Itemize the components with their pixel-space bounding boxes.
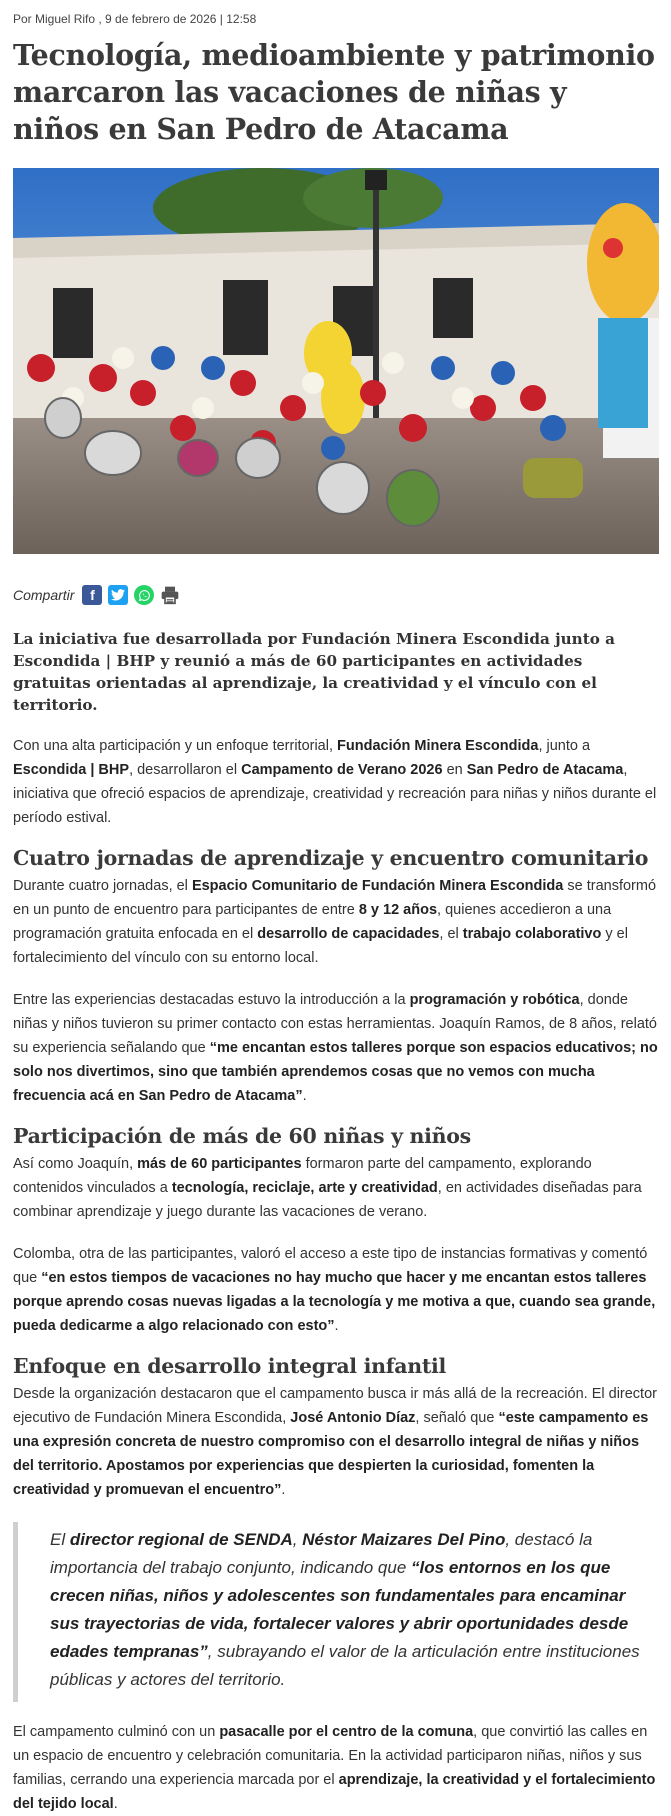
paragraph-7: El campamento culminó con un pasacalle por el centro de la comuna, que convirtió las calles en un espacio de encuentro y celebración comunitaria. En la actividad participaron niñas, niños y sus familias, cerrando una experiencia marcada por el aprendizaje, la creatividad y el fortalecimiento del tejido local. <box>13 1724 656 1812</box>
facebook-icon[interactable]: f <box>82 585 102 605</box>
section-heading-3: Enfoque en desarrollo integral infantil <box>13 1354 446 1378</box>
paragraph-1: Con una alta participación y un enfoque territorial, Fundación Minera Escondida, junto a Escondida | BHP, desarrollaron el Campamento de Verano 2026 en San Pedro de Atacama, iniciativa que ofreció espacios de aprendizaje, creatividad y recreación para niñas y niños durante el período estival. <box>13 738 657 826</box>
article-lead: La iniciativa fue desarrollada por Fundación Minera Escondida junto a Escondida | BHP y reunió a más de 60 participantes en actividades gratuitas orientadas al aprendizaje, la creatividad y el vínculo con el territorio. <box>13 630 615 714</box>
print-icon[interactable] <box>160 585 180 605</box>
article-photo <box>13 168 659 554</box>
paragraph-4: Así como Joaquín, más de 60 participantes formaron parte del campamento, explorando contenidos vinculados a tecnología, reciclaje, arte y creatividad, en actividades diseñadas para combinar aprendizaje y juego durante las vacaciones de verano. <box>13 1156 642 1220</box>
pull-quote: El director regional de SENDA, Néstor Maizares Del Pino, destacó la importancia del trabajo conjunto, indicando que “los entornos en los que crecen niñas, niños y adolescentes son fundamentales para encaminar sus trayectorias de vida, fortalecer valores y abrir oportunidades desde edades tempranas”, subrayando el valor de la articulación entre instituciones públicas y actores del territorio. <box>13 1522 659 1702</box>
paragraph-5: Colomba, otra de las participantes, valoró el acceso a este tipo de instancias formativas y comentó que “en estos tiempos de vacaciones no hay mucho que hacer y me encantan estos talleres porque aprendo cosas nuevas ligadas a la tecnología y me motiva a que, cuando sea grande, pueda dedicarme a algo relacionado con esto”. <box>13 1246 656 1334</box>
whatsapp-icon[interactable] <box>134 585 154 605</box>
byline: Por Miguel Rifo , 9 de febrero de 2026 | 12:58 <box>13 12 257 26</box>
article <box>13 0 659 1816</box>
paragraph-3: Entre las experiencias destacadas estuvo la introducción a la programación y robótica, donde niñas y niños tuvieron su primer contacto con estas herramientas. Joaquín Ramos, de 8 años, relató su experiencia señalando que “me encantan estos talleres porque son espacios educativos; no solo nos divertimos, sino que también aprendemos cosas que no vemos con mucha frecuencia acá en San Pedro de Atacama”. <box>13 992 658 1104</box>
paragraph-6: Desde la organización destacaron que el campamento busca ir más allá de la recreación. El director ejecutivo de Fundación Minera Escondida, José Antonio Díaz, señaló que “este campamento es una expresión concreta de nuestro compromiso con el desarrollo integral de niñas y niños del territorio. Apostamos por experiencias que despierten la curiosidad, fomenten la creatividad y promuevan el encuentro”. <box>13 1386 657 1498</box>
section-heading-1: Cuatro jornadas de aprendizaje y encuentro comunitario <box>13 846 649 870</box>
article-title: Tecnología, medioambiente y patrimonio marcaron las vacaciones de niñas y niños en San Pedro de Atacama <box>13 38 655 146</box>
share-bar <box>13 582 659 608</box>
twitter-icon[interactable] <box>108 585 128 605</box>
paragraph-2: Durante cuatro jornadas, el Espacio Comunitario de Fundación Minera Escondida se transformó en un punto de encuentro para participantes de entre 8 y 12 años, quienes accedieron a una programación gratuita enfocada en el desarrollo de capacidades, el trabajo colaborativo y el fortalecimiento del vínculo con su entorno local. <box>13 878 657 966</box>
section-heading-2: Participación de más de 60 niñas y niños <box>13 1124 471 1148</box>
share-label: Compartir <box>13 587 75 603</box>
